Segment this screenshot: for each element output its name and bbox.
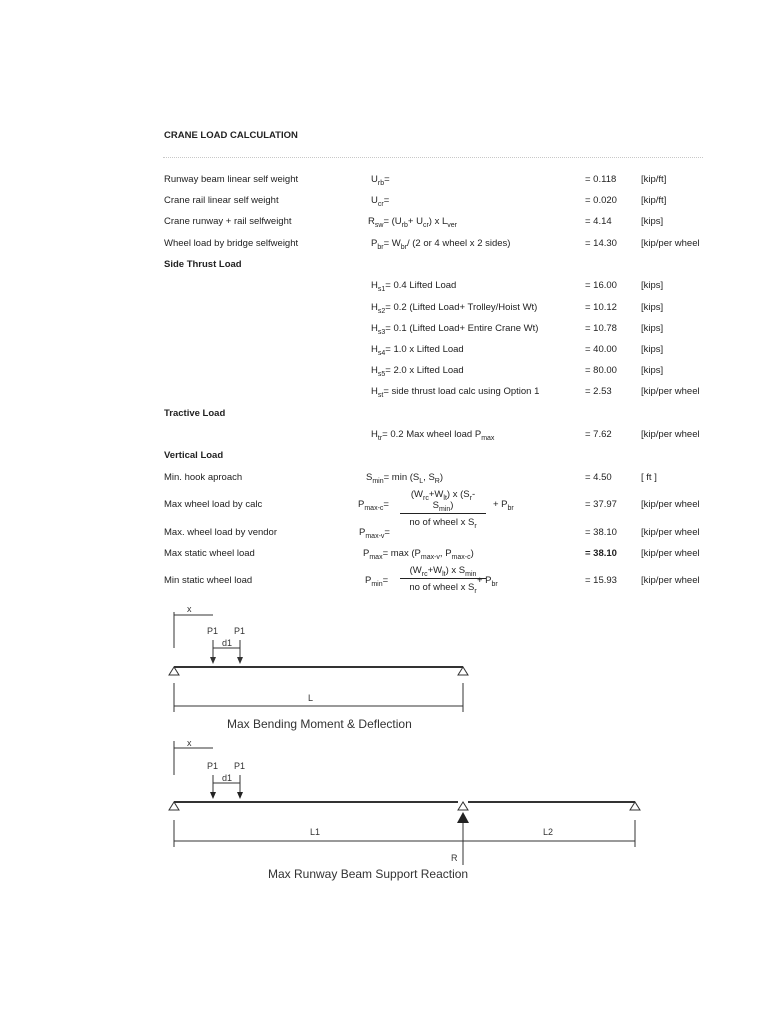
p1b-label: P1 xyxy=(234,761,246,771)
title-divider xyxy=(163,157,703,158)
row-value: = 16.00 xyxy=(585,280,617,291)
row-unit: [kip/per wheel xyxy=(641,575,700,586)
formula-rsw: $R_{sw}= (U_{rb}+ U_{cr})$ x $L_{ver}$ xyxy=(368,216,458,229)
formula-pmaxc-lhs: $P_{max-c}=$ xyxy=(358,499,389,512)
row-symbol: $U_{cr}=$ xyxy=(371,195,390,208)
row-value: = 10.78 xyxy=(585,323,617,334)
row-symbol: $P_{max-v}=$ xyxy=(359,527,390,540)
formula-pmin-lhs: $P_{min}=$ xyxy=(365,575,389,588)
row-unit: [kip/ft] xyxy=(641,174,667,185)
row-symbol: $H_{st}=$ side thrust load calc using Option 1 xyxy=(371,386,540,399)
left-support-icon xyxy=(169,802,179,810)
p1b-arrowhead xyxy=(237,792,243,799)
p1b-arrowhead xyxy=(237,657,243,664)
p1a-arrowhead xyxy=(210,792,216,799)
row-symbol: $U_{rb}=$ xyxy=(371,174,390,187)
p1a-label: P1 xyxy=(207,626,219,636)
formula-pmax: $P_{max}= \max (P_{max-v}$, $P_{max-c}$) xyxy=(363,548,474,561)
l1-label: L1 xyxy=(310,827,321,837)
section-heading: Vertical Load xyxy=(164,450,224,461)
row-unit: [kips] xyxy=(641,302,664,313)
row-value: = 0.118 xyxy=(585,174,617,185)
row-value: = 14.30 xyxy=(585,238,617,249)
row-label: Crane runway + rail selfweight xyxy=(164,216,292,227)
p1b-label: P1 xyxy=(234,626,246,636)
row-unit: [kip/per wheel xyxy=(641,527,700,538)
row-unit: [kips] xyxy=(641,365,664,376)
page-title: CRANE LOAD CALCULATION xyxy=(164,130,298,141)
row-value: = 4.14 xyxy=(585,216,612,227)
r-label: R xyxy=(451,853,458,863)
row-symbol: $H_{s3}= 0.1$ (Lifted Load+ Entire Crane Wt) xyxy=(371,323,539,336)
formula-pmaxc-fraction: $(W_{rc}+W_{lt})$ x $(S_r-S_{min})$ no of wheel x $S_r$ xyxy=(400,489,486,528)
row-unit: [kips] xyxy=(641,216,664,227)
row-value: = 15.93 xyxy=(585,575,617,586)
row-label: Max. wheel load by vendor xyxy=(164,527,278,538)
diagram-caption: Max Bending Moment & Deflection xyxy=(227,717,412,731)
row-unit: [kips] xyxy=(641,344,664,355)
row-label: Runway beam linear self weight xyxy=(164,174,299,185)
x-label: x xyxy=(187,604,192,614)
row-value: = 7.62 xyxy=(585,429,612,440)
row-symbol: $H_{s4}= 1.0$ x Lifted Load xyxy=(371,344,464,357)
row-label: Wheel load by bridge selfweight xyxy=(164,238,299,249)
row-unit: [kip/per wheel xyxy=(641,499,700,510)
row-unit: [ ft ] xyxy=(641,472,657,483)
row-value: = 10.12 xyxy=(585,302,617,313)
row-unit: [kip/per wheel xyxy=(641,238,700,249)
right-support-icon xyxy=(630,802,640,810)
diagram-caption: Max Runway Beam Support Reaction xyxy=(268,867,469,881)
row-label: Max static wheel load xyxy=(164,548,255,559)
row-value: = 37.97 xyxy=(585,499,617,510)
formula-smin: $S_{min}= \min (S_L$, $S_R$) xyxy=(366,472,444,485)
section-heading: Side Thrust Load xyxy=(164,259,242,270)
middle-support-icon xyxy=(458,802,468,810)
l-label: L xyxy=(308,693,314,703)
p1a-arrowhead xyxy=(210,657,216,664)
row-label: Max wheel load by calc xyxy=(164,499,263,510)
reaction-arrow-icon xyxy=(457,812,469,823)
row-symbol: $H_{s1}= 0.4$ Lifted Load xyxy=(371,280,457,293)
row-symbol: $H_{s5}= 2.0$ x Lifted Load xyxy=(371,365,464,378)
row-symbol: $H_{s2}= 0.2$ (Lifted Load+ Trolley/Hoist Wt) xyxy=(371,302,538,315)
x-label: x xyxy=(187,738,192,748)
row-label: Crane rail linear self weight xyxy=(164,195,279,206)
row-value: = 38.10 xyxy=(585,527,617,538)
p1a-label: P1 xyxy=(207,761,219,771)
row-unit: [kip/ft] xyxy=(641,195,667,206)
row-value: = 40.00 xyxy=(585,344,617,355)
section-heading: Tractive Load xyxy=(164,408,226,419)
row-value: = 4.50 xyxy=(585,472,612,483)
formula-pbr: $P_{br}= W_{br}/$ (2 or 4 wheel x 2 sides) xyxy=(371,238,511,251)
row-label: Min. hook aproach xyxy=(164,472,243,483)
d1-label: d1 xyxy=(222,773,233,783)
l2-label: L2 xyxy=(543,827,554,837)
row-unit: [kip/per wheel xyxy=(641,429,700,440)
row-unit: [kips] xyxy=(641,323,664,334)
formula-pmin-fraction: $(W_{rc}+W_{lt})$ x $S_{min}$ no of wheel x $S_r$ xyxy=(400,565,486,593)
row-value: = 2.53 xyxy=(585,386,612,397)
formula-pmin-plus: + $P_{br}$ xyxy=(477,575,498,588)
row-unit: [kip/per wheel xyxy=(641,386,700,397)
bending-moment-diagram xyxy=(160,600,490,740)
formula-pmaxc-plus: + $P_{br}$ xyxy=(493,499,514,512)
row-value-highlight: = 38.10 xyxy=(585,548,617,559)
d1-label: d1 xyxy=(222,638,233,648)
row-value: = 0.020 xyxy=(585,195,617,206)
row-unit: [kips] xyxy=(641,280,664,291)
row-value: = 80.00 xyxy=(585,365,617,376)
row-label: Min static wheel load xyxy=(164,575,253,586)
support-reaction-diagram xyxy=(160,735,650,885)
left-support-icon xyxy=(169,667,179,675)
right-support-icon xyxy=(458,667,468,675)
row-symbol: $H_{tr}= 0.2$ Max wheel load $P_{max}$ xyxy=(371,429,495,442)
row-unit: [kip/per wheel xyxy=(641,548,700,559)
